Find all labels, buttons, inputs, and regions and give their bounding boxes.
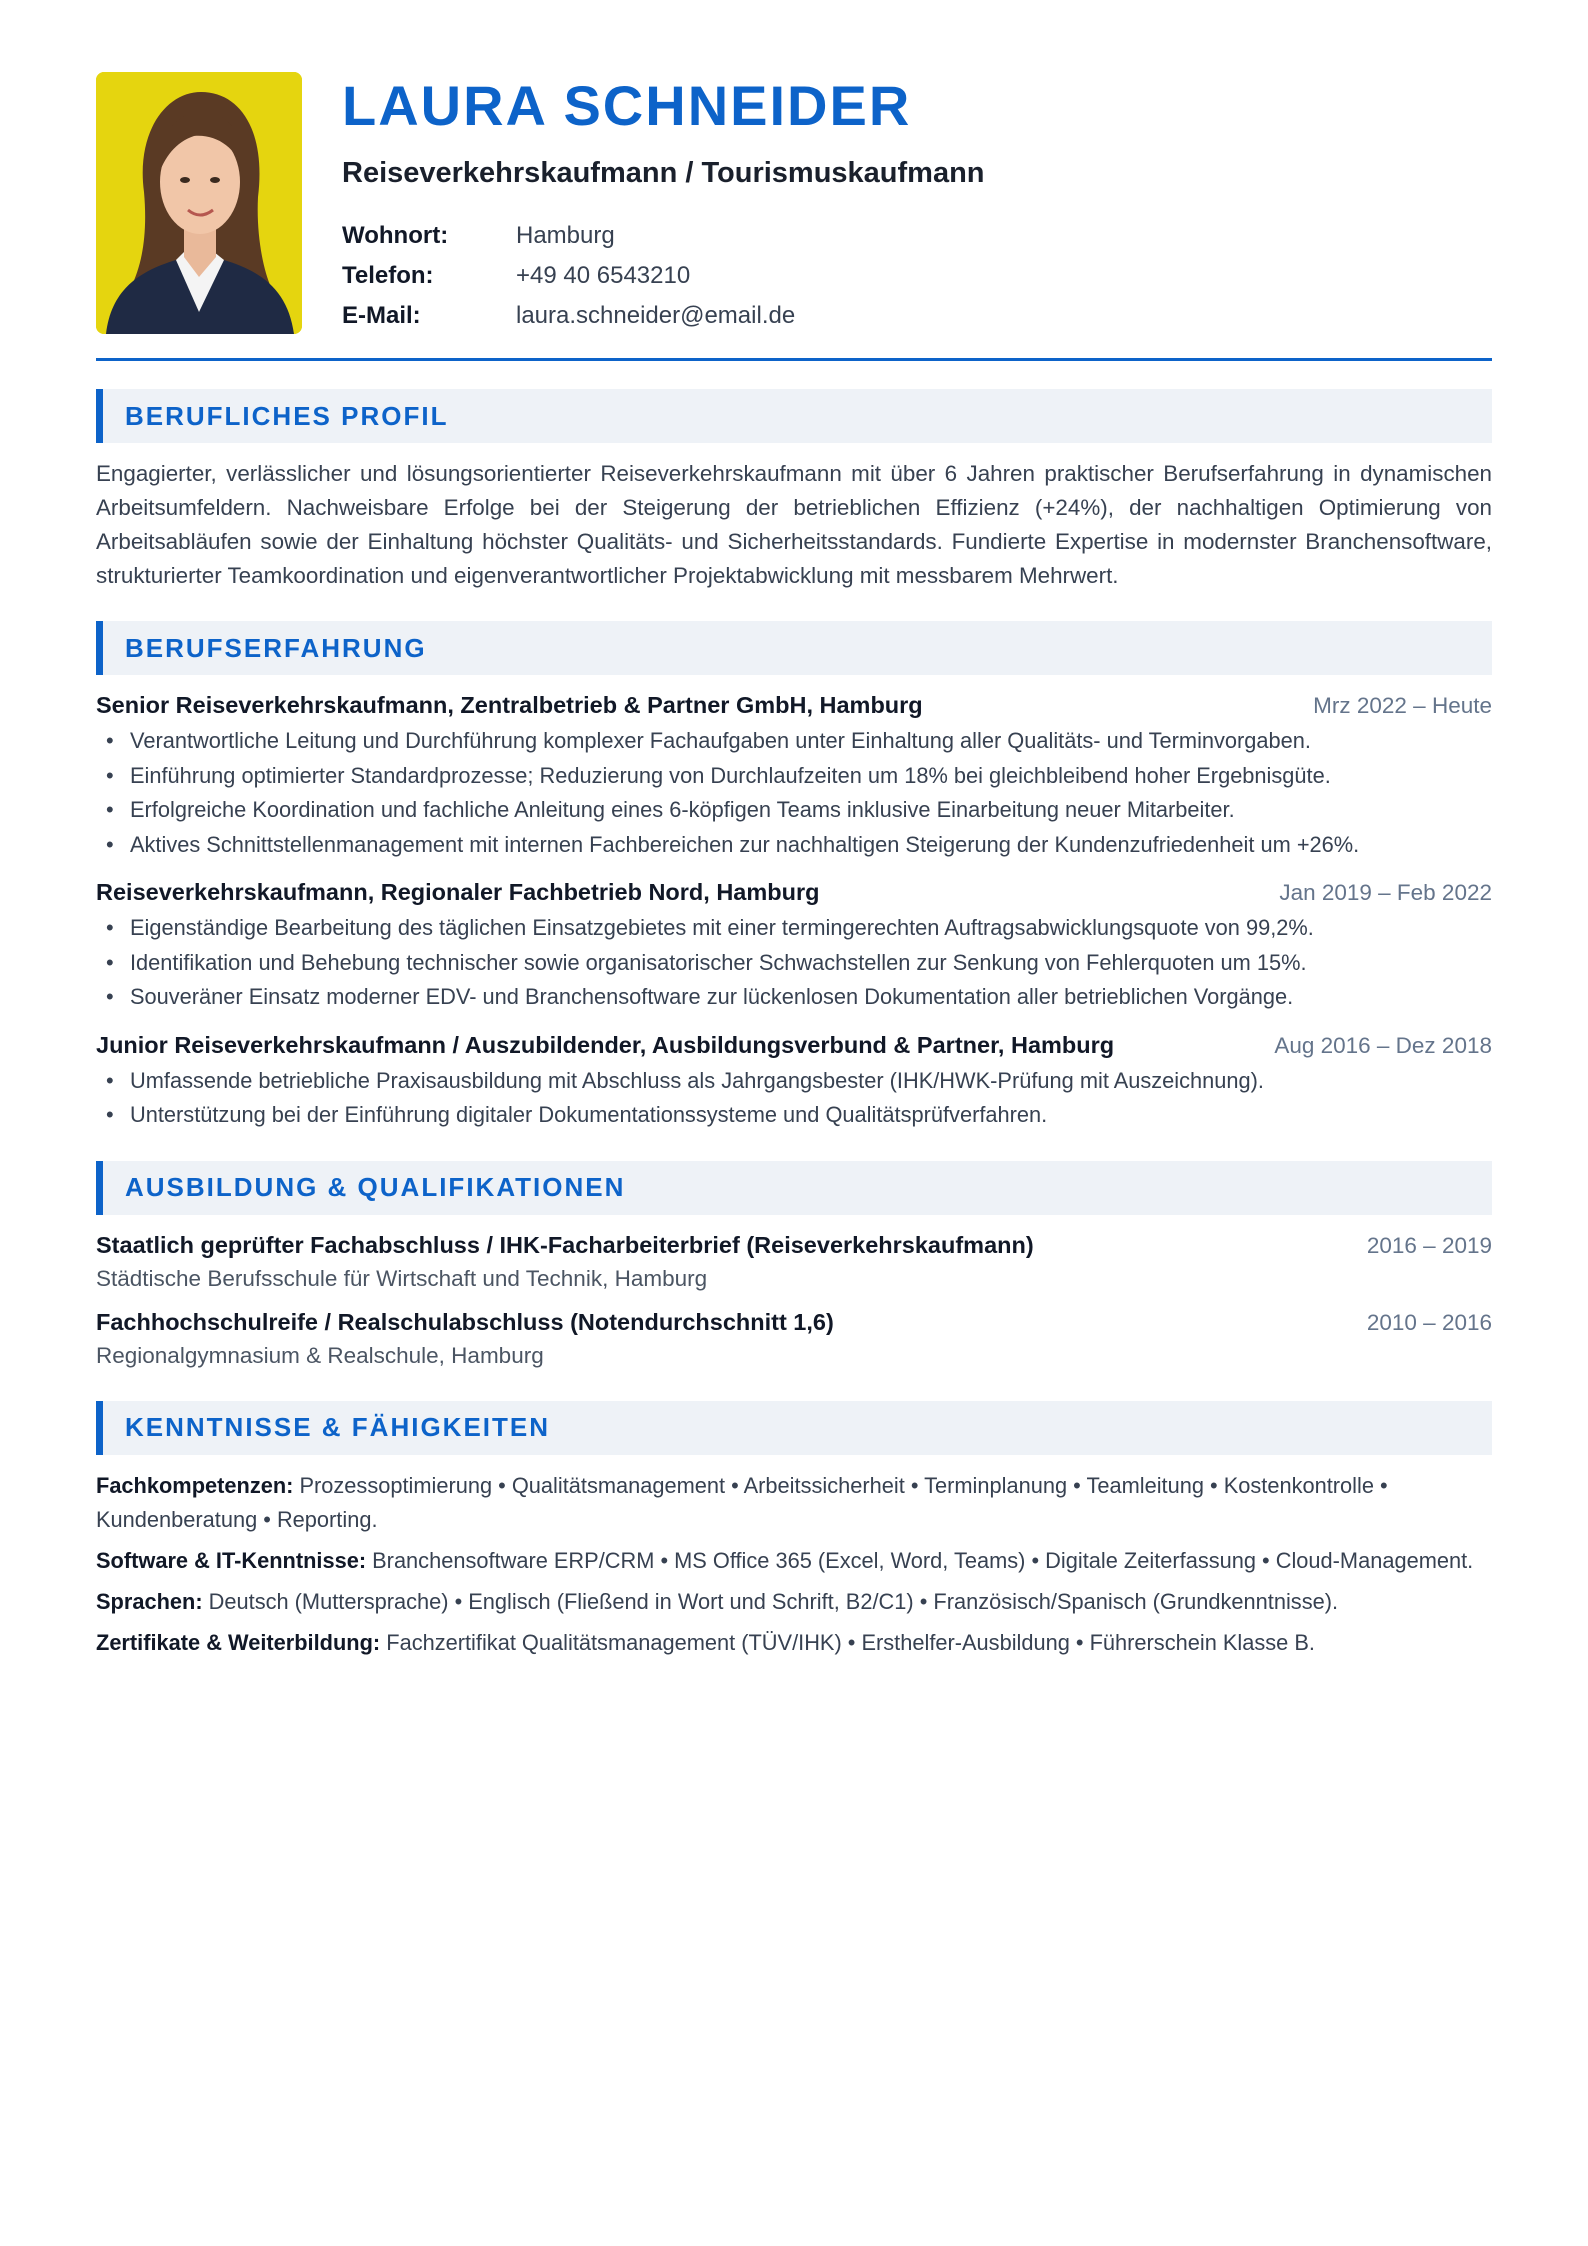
education-header (96, 1306, 1492, 1339)
education-school: Regionalgymnasium & Realschule, Hamburg (96, 1342, 544, 1368)
job-header (96, 876, 1492, 909)
education-date: 2016 – 2019 (1366, 1232, 1492, 1258)
section-title: BERUFLICHES PROFIL (125, 400, 449, 431)
job-bullet: • Einführung optimierter Standardprozesse; Reduzierung von Durchlaufzeiten um 18% bei gleichbleibend hoher Ergebnisgüte. (96, 759, 1492, 794)
skill-text: Prozessoptimierung • Qualitätsmanagement • Arbeitssicherheit • Terminplanung • Teamleitung • Kostenkontrolle • Kundenberatung • Reporting. (96, 1472, 1388, 1532)
skill-line (96, 1626, 1492, 1660)
job-bullet: • Souveräner Einsatz moderner EDV- und Branchensoftware zur lückenlosen Dokumentation aller betrieblichen Vorgänge. (96, 980, 1492, 1015)
skill-label: Sprachen: (96, 1588, 203, 1614)
candidate-name: LAURA SCHNEIDER (342, 74, 912, 137)
skill-line (96, 1585, 1492, 1619)
skill-label: Software & IT-Kenntnisse: (96, 1547, 367, 1573)
job-bullet: • Eigenständige Bearbeitung des täglichen Einsatzgebietes mit einer termingerechten Auftragsabwicklungsquote von 99,2%. (96, 911, 1492, 946)
skills-section (96, 1469, 1492, 1660)
education-date: 2010 – 2016 (1366, 1309, 1492, 1335)
job-bullet: • Verantwortliche Leitung und Durchführung komplexer Fachaufgaben unter Einhaltung aller Qualitäts- und Terminvorgaben. (96, 724, 1492, 759)
education-section (96, 1229, 1492, 1373)
candidate-title: Reiseverkehrskaufmann / Tourismuskaufmann (342, 157, 985, 189)
profile-section (96, 457, 1492, 593)
job-bullet: • Erfolgreiche Koordination und fachliche Anleitung eines 6-köpfigen Teams inklusive Einarbeitung neuer Mitarbeiter. (96, 793, 1492, 828)
job-bullets (96, 1064, 1492, 1133)
header-info (342, 72, 985, 336)
contact-row-phone (342, 256, 985, 296)
profile-summary: Engagierter, verlässlicher und lösungsorientierter Reiseverkehrskaufmann mit über 6 Jahren praktischer Berufserfahrung in dynamischen Arbeitsumfeldern. Nachweisbare Erfolge bei der Steigerung der betrieblichen Effizienz (+24%), der nachhaltigen Optimierung von Arbeitsabläufen sowie der Einhaltung höchster Qualitäts- und Sicherheitsstandards. Fundierte Expertise in modernster Branchensoftware, strukturierter Teamkoordination und eigenverantwortlicher Projektabwicklung mit messbarem Mehrwert. (96, 461, 1492, 588)
contact-value: +49 40 6543210 (516, 261, 691, 289)
skill-line (96, 1544, 1492, 1578)
skill-text: Deutsch (Muttersprache) • Englisch (Fließend in Wort und Schrift, B2/C1) • Französisch/Spanisch (Grundkenntnisse). (208, 1588, 1339, 1614)
education-entry (96, 1229, 1492, 1296)
job-bullet: • Unterstützung bei der Einführung digitaler Dokumentationssysteme und Qualitätsprüfverfahren. (96, 1098, 1492, 1133)
job-bullet: • Identifikation und Behebung technischer sowie organisatorischer Schwachstellen zur Senkung von Fehlerquoten um 15%. (96, 946, 1492, 981)
contact-list (342, 216, 985, 336)
profile-photo (96, 72, 302, 334)
education-entry (96, 1306, 1492, 1373)
skill-text: Branchensoftware ERP/CRM • MS Office 365 (Excel, Word, Teams) • Digitale Zeiterfassung • Cloud-Management. (372, 1547, 1474, 1573)
contact-value: Hamburg (516, 221, 615, 249)
job-role: Senior Reiseverkehrskaufmann, Zentralbetrieb & Partner GmbH, Hamburg (96, 692, 923, 718)
section-title: AUSBILDUNG & QUALIFIKATIONEN (125, 1172, 626, 1202)
skill-label: Zertifikate & Weiterbildung: (96, 1629, 381, 1655)
contact-row-email (342, 296, 985, 336)
education-degree: Staatlich geprüfter Fachabschluss / IHK-Facharbeiterbrief (Reiseverkehrskaufmann) (96, 1231, 1034, 1258)
resume-header (96, 72, 1492, 334)
section-header-education (96, 1161, 1492, 1215)
education-school: Städtische Berufsschule für Wirtschaft und Technik, Hamburg (96, 1265, 708, 1291)
job-header (96, 689, 1492, 722)
section-header-skills (96, 1401, 1492, 1455)
education-header (96, 1229, 1492, 1262)
contact-value: laura.schneider@email.de (516, 301, 796, 329)
header-divider (96, 358, 1492, 361)
section-header-profile (96, 389, 1492, 443)
skill-label: Fachkompetenzen: (96, 1472, 294, 1498)
job-bullet: • Umfassende betriebliche Praxisausbildung mit Abschluss als Jahrgangsbester (IHK/HWK-Prüfung mit Auszeichnung). (96, 1064, 1492, 1099)
job-role: Junior Reiseverkehrskaufmann / Auszubildender, Ausbildungsverbund & Partner, Hamburg (96, 1031, 1115, 1058)
job-bullet: • Aktives Schnittstellenmanagement mit internen Fachbereichen zur nachhaltigen Steigerung der Kundenzufriedenheit um +26%. (96, 828, 1492, 863)
section-title: KENNTNISSE & FÄHIGKEITEN (125, 1412, 551, 1442)
education-degree: Fachhochschulreife / Realschulabschluss (Notendurchschnitt 1,6) (96, 1308, 834, 1335)
contact-label: E-Mail: (342, 301, 421, 329)
job-header (96, 1029, 1492, 1062)
skill-text: Fachzertifikat Qualitätsmanagement (TÜV/IHK) • Ersthelfer-Ausbildung • Führerschein Klasse B. (386, 1629, 1315, 1655)
contact-label: Wohnort: (342, 221, 449, 249)
job-entry (96, 689, 1492, 862)
contact-row-residence (342, 216, 985, 256)
skill-line (96, 1469, 1492, 1537)
job-date: Jan 2019 – Feb 2022 (1279, 880, 1492, 905)
job-date: Aug 2016 – Dez 2018 (1274, 1032, 1492, 1058)
job-role: Reiseverkehrskaufmann, Regionaler Fachbetrieb Nord, Hamburg (96, 879, 820, 905)
section-header-experience (96, 621, 1492, 675)
job-entry (96, 876, 1492, 1015)
job-bullets (96, 724, 1492, 862)
contact-label: Telefon: (342, 261, 434, 289)
section-title: BERUFSERFAHRUNG (125, 632, 427, 663)
job-entry (96, 1029, 1492, 1133)
experience-section (96, 689, 1492, 1133)
job-bullets (96, 911, 1492, 1015)
job-date: Mrz 2022 – Heute (1313, 693, 1492, 718)
